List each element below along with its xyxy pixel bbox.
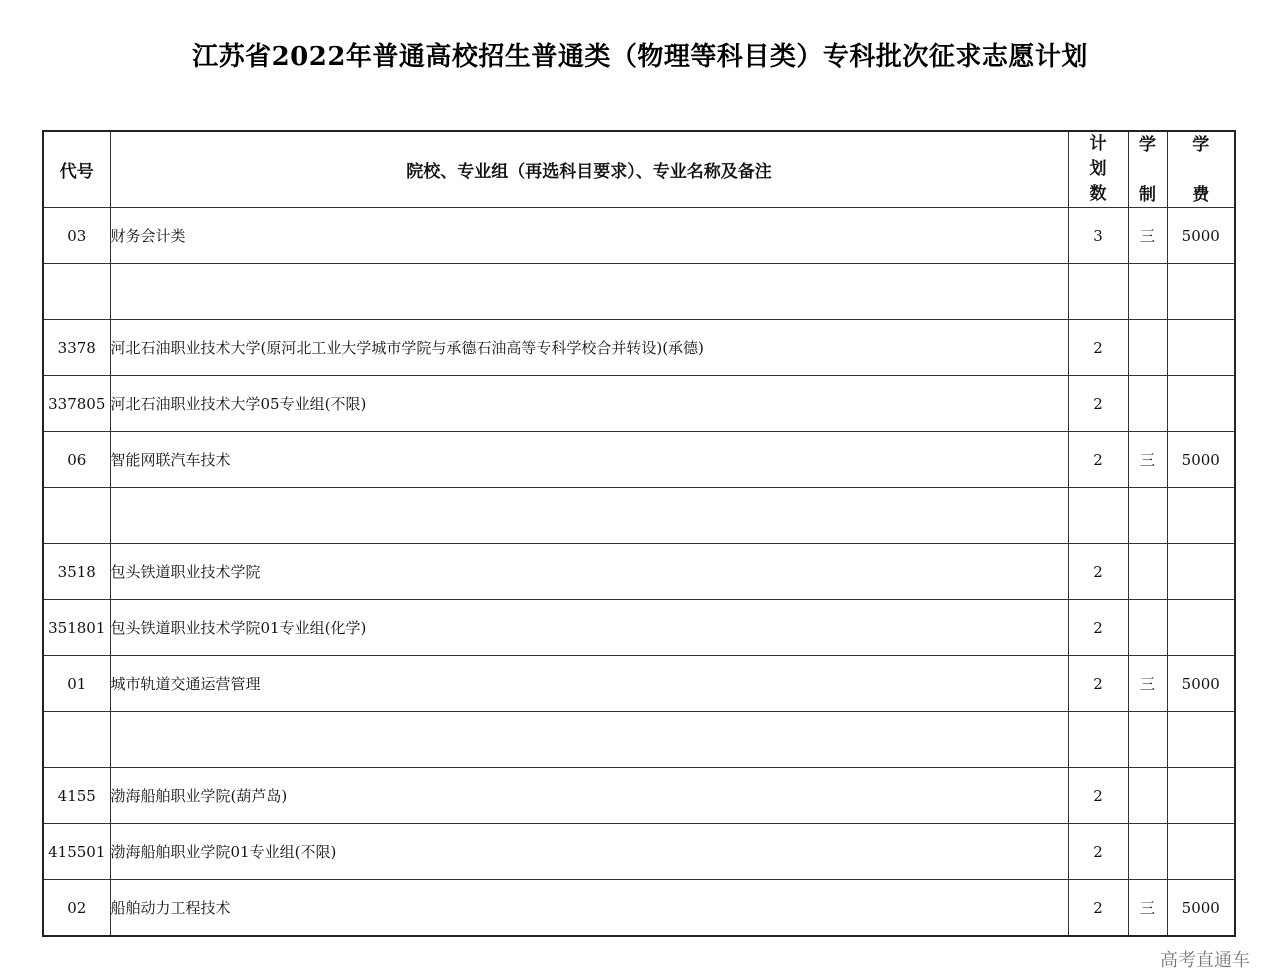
cell-plan <box>1068 264 1128 320</box>
table-row <box>43 768 1235 824</box>
cell-name: 渤海船舶职业学院(葫芦岛) <box>110 768 1068 824</box>
cell-name: 财务会计类 <box>110 208 1068 264</box>
cell-name: 船舶动力工程技术 <box>110 880 1068 937</box>
cell-code <box>43 712 110 768</box>
header-years <box>1128 131 1167 208</box>
admission-plan-table <box>42 130 1236 937</box>
cell-plan: 2 <box>1068 768 1128 824</box>
cell-plan <box>1068 712 1128 768</box>
cell-fee <box>1167 320 1235 376</box>
cell-fee: 5000 <box>1167 656 1235 712</box>
document-title: 江苏省2022年普通高校招生普通类（物理等科目类）专科批次征求志愿计划 <box>192 42 1088 72</box>
header-plan-char-2: 划 <box>1089 159 1107 179</box>
header-fee-char-2: 费 <box>1192 184 1210 205</box>
table-row <box>43 544 1235 600</box>
cell-plan <box>1068 488 1128 544</box>
cell-code: 337805 <box>43 376 110 432</box>
cell-plan: 2 <box>1068 432 1128 488</box>
cell-name: 渤海船舶职业学院01专业组(不限) <box>110 824 1068 880</box>
cell-years <box>1128 488 1167 544</box>
table-row <box>43 432 1235 488</box>
cell-plan: 2 <box>1068 880 1128 937</box>
cell-name: 包头铁道职业技术学院 <box>110 544 1068 600</box>
table-row <box>43 656 1235 712</box>
cell-name: 智能网联汽车技术 <box>110 432 1068 488</box>
cell-years <box>1128 544 1167 600</box>
cell-fee: 5000 <box>1167 432 1235 488</box>
cell-code: 06 <box>43 432 110 488</box>
cell-name <box>110 712 1068 768</box>
cell-fee <box>1167 600 1235 656</box>
cell-plan: 2 <box>1068 600 1128 656</box>
cell-code: 4155 <box>43 768 110 824</box>
cell-years <box>1128 600 1167 656</box>
header-plan-char-1: 计 <box>1089 134 1107 154</box>
cell-code: 3518 <box>43 544 110 600</box>
cell-plan: 2 <box>1068 320 1128 376</box>
header-fee-char-1: 学 <box>1192 134 1210 155</box>
table-row <box>43 712 1235 768</box>
cell-code: 02 <box>43 880 110 937</box>
cell-fee <box>1167 264 1235 320</box>
cell-years <box>1128 768 1167 824</box>
cell-years <box>1128 264 1167 320</box>
cell-code <box>43 264 110 320</box>
cell-plan: 3 <box>1068 208 1128 264</box>
header-plan-count <box>1068 131 1128 208</box>
header-code: 代号 <box>43 131 110 208</box>
cell-fee <box>1167 488 1235 544</box>
cell-years <box>1128 320 1167 376</box>
header-years-char-2: 制 <box>1139 184 1156 205</box>
cell-years: 三 <box>1128 432 1167 488</box>
watermark-label: 高考直通车 <box>1160 950 1250 971</box>
table-row <box>43 208 1235 264</box>
cell-plan: 2 <box>1068 544 1128 600</box>
cell-name: 河北石油职业技术大学(原河北工业大学城市学院与承德石油高等专科学校合并转设)(承德) <box>110 320 1068 376</box>
cell-fee <box>1167 376 1235 432</box>
header-name: 院校、专业组（再选科目要求）、专业名称及备注 <box>110 131 1068 208</box>
header-years-char-1: 学 <box>1139 134 1156 155</box>
table-row <box>43 320 1235 376</box>
cell-fee <box>1167 824 1235 880</box>
cell-plan: 2 <box>1068 824 1128 880</box>
cell-name <box>110 264 1068 320</box>
header-plan-char-3: 数 <box>1089 184 1107 204</box>
table-row <box>43 376 1235 432</box>
cell-plan: 2 <box>1068 376 1128 432</box>
header-fee <box>1167 131 1235 208</box>
table-row <box>43 264 1235 320</box>
cell-name: 河北石油职业技术大学05专业组(不限) <box>110 376 1068 432</box>
cell-fee <box>1167 544 1235 600</box>
cell-years: 三 <box>1128 208 1167 264</box>
cell-name: 包头铁道职业技术学院01专业组(化学) <box>110 600 1068 656</box>
cell-name: 城市轨道交通运营管理 <box>110 656 1068 712</box>
table-header-row <box>43 131 1235 208</box>
table-row <box>43 600 1235 656</box>
cell-years <box>1128 712 1167 768</box>
table-row <box>43 880 1235 937</box>
cell-code <box>43 488 110 544</box>
cell-years <box>1128 376 1167 432</box>
cell-name <box>110 488 1068 544</box>
cell-years <box>1128 824 1167 880</box>
table-row <box>43 488 1235 544</box>
cell-fee: 5000 <box>1167 208 1235 264</box>
cell-years: 三 <box>1128 656 1167 712</box>
cell-code: 01 <box>43 656 110 712</box>
cell-fee <box>1167 768 1235 824</box>
cell-years: 三 <box>1128 880 1167 937</box>
cell-fee <box>1167 712 1235 768</box>
cell-code: 3378 <box>43 320 110 376</box>
cell-plan: 2 <box>1068 656 1128 712</box>
cell-code: 351801 <box>43 600 110 656</box>
cell-code: 415501 <box>43 824 110 880</box>
cell-code: 03 <box>43 208 110 264</box>
cell-fee: 5000 <box>1167 880 1235 937</box>
table-row <box>43 824 1235 880</box>
